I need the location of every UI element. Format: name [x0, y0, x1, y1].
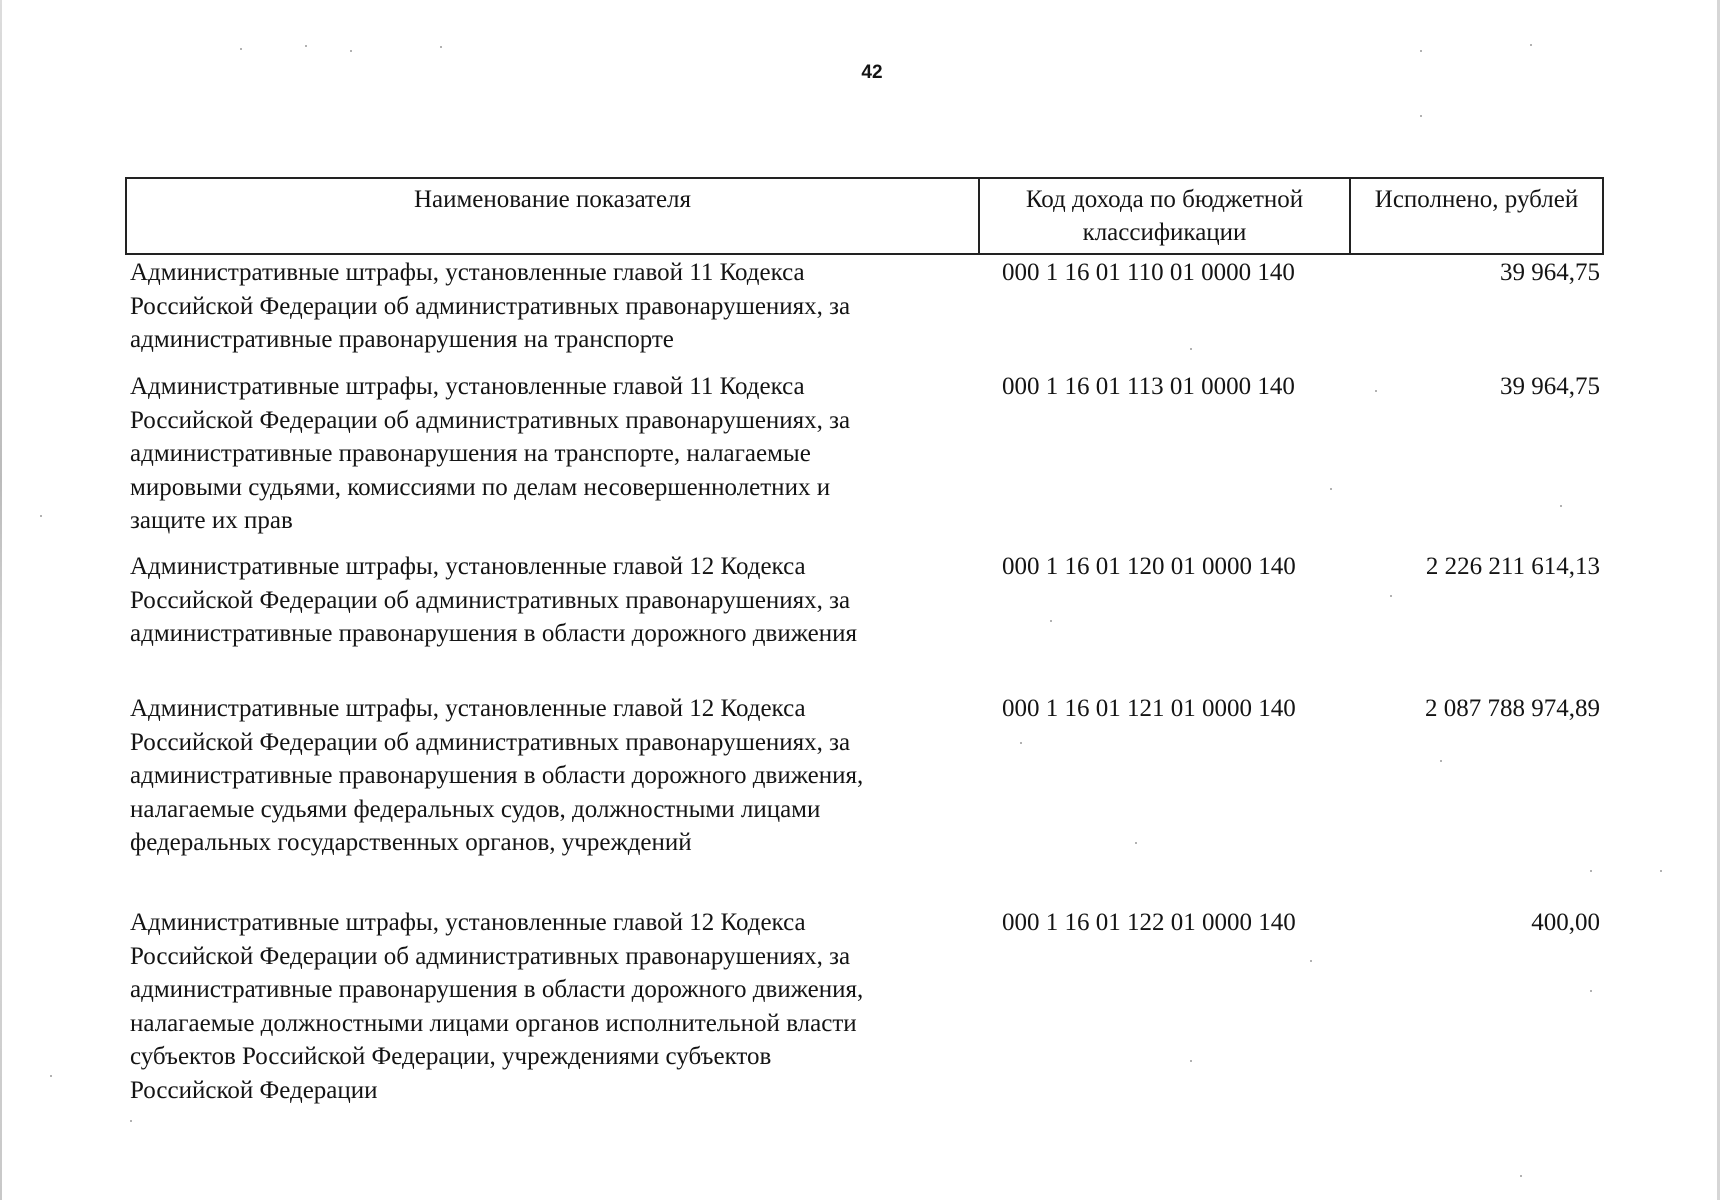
header-code-line1: Код дохода по бюджетной: [1025, 186, 1304, 213]
row-name-line: защите их прав: [130, 507, 293, 534]
scan-speck: [1135, 842, 1137, 844]
scan-speck: [1420, 50, 1422, 52]
row-name-line: Административные штрафы, установленные главой 11 Кодекса: [130, 373, 805, 400]
row-name-line: Российской Федерации об административных правонарушениях, за: [130, 406, 851, 434]
header-code: [980, 179, 1351, 253]
header-amount: Исполнено, рублей: [1374, 186, 1579, 213]
row-name-line: субъектов Российской Федерации, учреждениями субъектов: [130, 1043, 772, 1070]
row-name-line: административные правонарушения в области дорожного движения,: [130, 976, 864, 1003]
row-name: [130, 256, 960, 357]
scan-speck: [1190, 1060, 1192, 1062]
row-name-line: налагаемые должностными лицами органов исполнительной власти: [130, 1009, 857, 1037]
scan-speck: [1590, 990, 1592, 992]
row-name-line: Российской Федерации: [130, 1076, 378, 1104]
scan-speck: [240, 48, 242, 50]
row-amount: 2 226 211 614,13: [1425, 553, 1600, 580]
scan-speck: [1390, 595, 1392, 597]
row-name-line: Российской Федерации об административных правонарушениях, за: [130, 586, 851, 614]
scan-speck: [440, 46, 442, 48]
row-name: [130, 550, 960, 651]
scan-speck: [50, 1075, 52, 1077]
scan-edge-left: [0, 0, 2, 1200]
scan-speck: [1530, 44, 1532, 46]
header-name: Наименование показателя: [127, 179, 980, 253]
row-name-line: административные правонарушения в области дорожного движения,: [130, 762, 864, 789]
scan-speck: [1050, 620, 1052, 622]
row-code: 000 1 16 01 121 01 0000 140: [1002, 695, 1296, 722]
header-code-line2: классификации: [1082, 219, 1247, 246]
row-name-line: Административные штрафы, установленные главой 11 Кодекса: [130, 259, 805, 286]
row-amount: 400,00: [1531, 909, 1600, 936]
scan-speck: [1660, 870, 1662, 872]
scan-speck: [1520, 1175, 1522, 1177]
row-name-line: административные правонарушения на транспорте, налагаемые: [130, 440, 811, 467]
row-name: [130, 906, 960, 1107]
scan-speck: [1310, 960, 1312, 962]
scan-speck: [1330, 488, 1332, 490]
row-name-line: Административные штрафы, установленные главой 12 Кодекса: [130, 553, 806, 580]
row-code: 000 1 16 01 113 01 0000 140: [1002, 373, 1295, 400]
row-code: 000 1 16 01 120 01 0000 140: [1002, 553, 1296, 580]
row-code: 000 1 16 01 122 01 0000 140: [1002, 909, 1296, 936]
scan-speck: [350, 50, 352, 52]
scan-speck: [305, 45, 307, 47]
row-name-line: Российской Федерации об административных правонарушениях, за: [130, 942, 851, 970]
scan-speck: [1560, 505, 1562, 507]
scan-speck: [1440, 760, 1442, 762]
row-name-line: налагаемые судьями федеральных судов, должностными лицами: [130, 795, 821, 823]
row-amount: 39 964,75: [1500, 373, 1600, 400]
row-name: [130, 692, 960, 860]
row-name-line: административные правонарушения в области дорожного движения: [130, 620, 857, 647]
row-name-line: Российской Федерации об административных правонарушениях, за: [130, 292, 851, 320]
row-name-line: Административные штрафы, установленные главой 12 Кодекса: [130, 695, 806, 722]
scan-speck: [1375, 390, 1377, 392]
scan-speck: [1420, 115, 1422, 117]
row-name: [130, 370, 960, 538]
row-name-line: мировыми судьями, комиссиями по делам несовершеннолетних и: [130, 473, 831, 501]
row-name-line: федеральных государственных органов, учреждений: [130, 829, 692, 856]
row-amount: 39 964,75: [1500, 259, 1600, 286]
scan-speck: [1190, 348, 1192, 350]
row-amount: 2 087 788 974,89: [1425, 695, 1600, 722]
scan-speck: [1590, 870, 1592, 872]
scan-speck: [1020, 742, 1022, 744]
row-name-line: административные правонарушения на транспорте: [130, 326, 674, 353]
scan-speck: [130, 1120, 132, 1122]
scan-speck: [40, 515, 42, 517]
row-name-line: Административные штрафы, установленные главой 12 Кодекса: [130, 909, 806, 936]
row-name-line: Российской Федерации об административных правонарушениях, за: [130, 728, 851, 756]
row-code: 000 1 16 01 110 01 0000 140: [1002, 259, 1295, 286]
page-number: 42: [861, 62, 883, 83]
table-header: [125, 177, 1604, 255]
